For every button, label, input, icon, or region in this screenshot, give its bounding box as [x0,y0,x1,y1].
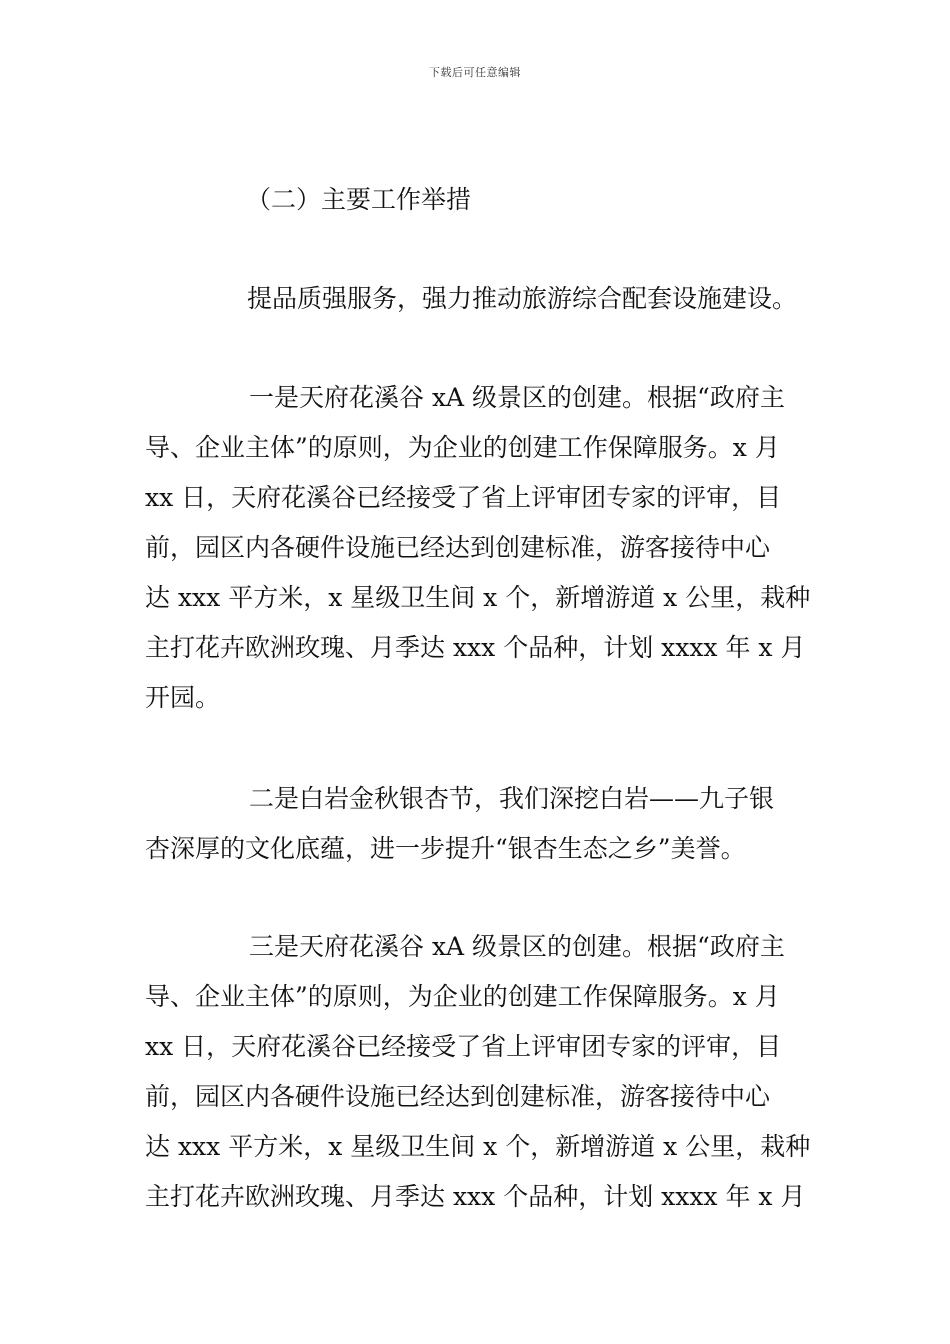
paragraph-line: 导、企业主体”的原则，为企业的创建工作保障服务。x 月 [145,982,780,1011]
paragraph-line: 达 xxx 平方米，x 星级卫生间 x 个，新增游道 x 公里，栽种 [145,583,811,612]
paragraph-3 [145,922,811,1222]
section-heading: （二）主要工作举措 [246,185,472,214]
page-header: 下载后可任意编辑 [429,66,521,79]
paragraph-2 [145,774,807,874]
paragraph-line: 开园。 [145,683,221,712]
paragraph-line: 一是天府花溪谷 xA 级景区的创建。根据“政府主 [249,383,785,412]
paragraph-line: 导、企业主体”的原则，为企业的创建工作保障服务。x 月 [145,433,780,462]
paragraph-line: 主打花卉欧洲玫瑰、月季达 xxx 个品种，计划 xxxx 年 x 月 [145,1182,806,1211]
paragraph-line: xx 日，天府花溪谷已经接受了省上评审团专家的评审，目 [145,1032,782,1061]
lead-paragraph [145,274,807,324]
paragraph-line: 二是白岩金秋银杏节，我们深挖白岩——九子银 [249,784,775,813]
paragraph-line: 三是天府花溪谷 xA 级景区的创建。根据“政府主 [249,932,785,961]
paragraph-line: xx 日，天府花溪谷已经接受了省上评审团专家的评审，目 [145,483,782,512]
paragraph-line: 前，园区内各硬件设施已经达到创建标准，游客接待中心 [145,533,771,562]
paragraph-line: 杏深厚的文化底蕴，进一步提升“银杏生态之乡”美誉。 [145,834,746,863]
paragraph-line: 主打花卉欧洲玫瑰、月季达 xxx 个品种，计划 xxxx 年 x 月 [145,633,806,662]
paragraph-line: 提品质强服务，强力推动旅游综合配套设施建设。 [247,284,798,313]
paragraph-line: 前，园区内各硬件设施已经达到创建标准，游客接待中心 [145,1082,771,1111]
paragraph-line: 达 xxx 平方米，x 星级卫生间 x 个，新增游道 x 公里，栽种 [145,1132,811,1161]
paragraph-1 [145,373,811,723]
